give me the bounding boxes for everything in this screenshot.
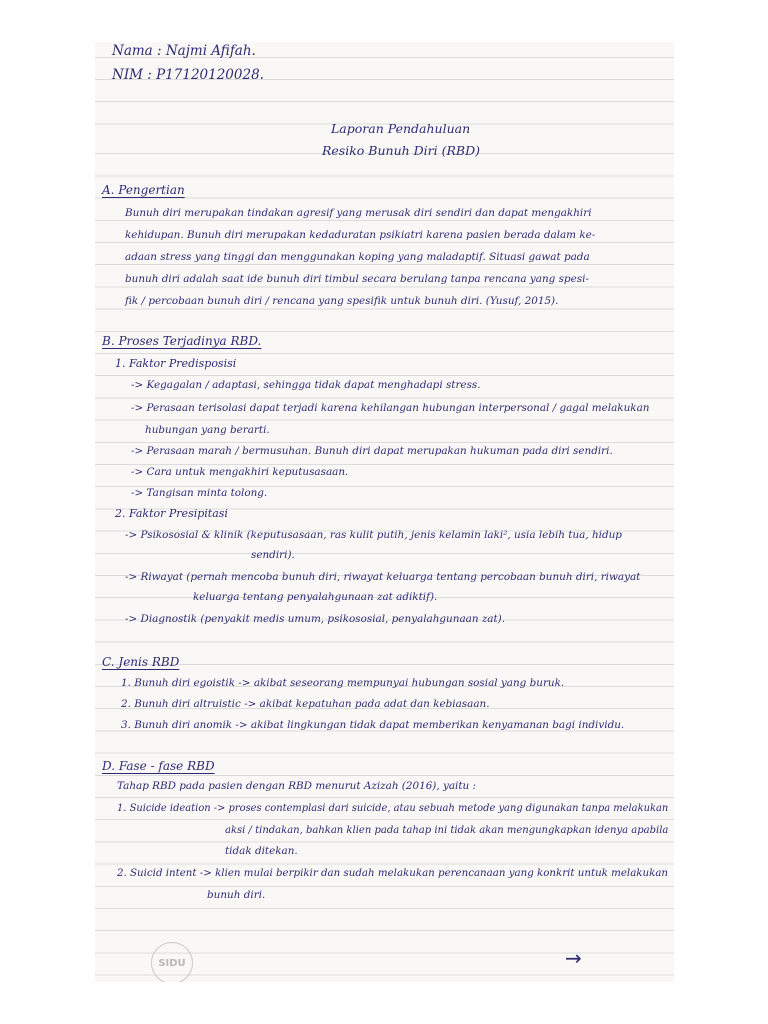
section-c-heading: C. Jenis RBD (102, 655, 180, 669)
fase-rbd-line: 1. Suicide ideation -> proses contemplasi dari suicide, atau sebuah metode yang digunakan tanpa melakukan (117, 802, 669, 814)
factor-presipitasi-title: 2. Faktor Presipitasi (115, 507, 228, 520)
jenis-rbd-item: 2. Bunuh diri altruistic -> akibat kepatuhan pada adat dan kebiasaan. (121, 698, 490, 710)
student-name: Nama : Najmi Afifah. (112, 43, 256, 59)
jenis-rbd-item: 3. Bunuh diri anomik -> akibat lingkungan tidak dapat memberikan kenyamanan bagi individu. (121, 719, 625, 731)
next-page-arrow-icon: → (565, 946, 582, 970)
report-title: Laporan Pendahuluan (331, 121, 471, 136)
factor-presipitasi-item: sendiri). (251, 549, 295, 561)
factor-presipitasi-item: -> Psikososial & klinik (keputusasaan, ras kulit putih, jenis kelamin laki², usia lebih tua, hidup (125, 529, 622, 541)
sidu-logo-icon: SIDU (151, 942, 193, 982)
factor-predisposisi-item: -> Perasaan marah / bermusuhan. Bunuh diri dapat merupakan hukuman pada diri sendiri. (131, 445, 613, 457)
factor-presipitasi-item: -> Diagnostik (penyakit medis umum, psikososial, penyalahgunaan zat). (125, 613, 506, 625)
factor-predisposisi-item: hubungan yang berarti. (145, 424, 270, 436)
notebook-page (95, 42, 674, 982)
section-a-line: fik / percobaan bunuh diri / rencana yang spesifik untuk bunuh diri. (Yusuf, 2015). (125, 295, 559, 307)
fase-rbd-line: tidak ditekan. (225, 845, 298, 857)
section-b-heading: B. Proses Terjadinya RBD. (102, 334, 262, 348)
student-nim: NIM : P17120120028. (112, 67, 264, 83)
factor-presipitasi-item: -> Riwayat (pernah mencoba bunuh diri, riwayat keluarga tentang percobaan bunuh diri, riwayat (125, 571, 641, 583)
fase-rbd-line: Tahap RBD pada pasien dengan RBD menurut Azizah (2016), yaitu : (117, 780, 477, 792)
factor-predisposisi-item: -> Tangisan minta tolong. (131, 487, 268, 499)
section-a-line: adaan stress yang tinggi dan menggunakan koping yang maladaptif. Situasi gawat pada (125, 251, 590, 263)
fase-rbd-line: bunuh diri. (207, 889, 266, 901)
fase-rbd-line: 2. Suicid intent -> klien mulai berpikir dan sudah melakukan perencanaan yang konkrit untuk melakukan (117, 867, 669, 879)
section-a-line: Bunuh diri merupakan tindakan agresif yang merusak diri sendiri dan dapat mengakhiri (125, 207, 592, 219)
fase-rbd-line: aksi / tindakan, bahkan klien pada tahap ini tidak akan mengungkapkan idenya apabila (225, 824, 669, 836)
section-a-heading: A. Pengertian (102, 183, 185, 197)
factor-predisposisi-item: -> Perasaan terisolasi dapat terjadi karena kehilangan hubungan interpersonal / gagal melakukan (131, 402, 650, 414)
section-a-line: bunuh diri adalah saat ide bunuh diri timbul secara berulang tanpa rencana yang spesi- (125, 273, 589, 285)
section-d-heading: D. Fase - fase RBD (102, 759, 215, 773)
factor-predisposisi-title: 1. Faktor Predisposisi (115, 357, 237, 370)
jenis-rbd-item: 1. Bunuh diri egoistik -> akibat seseorang mempunyai hubungan sosial yang buruk. (121, 677, 565, 689)
factor-predisposisi-item: -> Cara untuk mengakhiri keputusasaan. (131, 466, 349, 478)
factor-presipitasi-item: keluarga tentang penyalahgunaan zat adiktif). (193, 591, 438, 603)
factor-predisposisi-item: -> Kegagalan / adaptasi, sehingga tidak dapat menghadapi stress. (131, 379, 481, 391)
report-subtitle: Resiko Bunuh Diri (RBD) (322, 143, 480, 158)
section-a-line: kehidupan. Bunuh diri merupakan kedaduratan psikiatri karena pasien berada dalam ke- (125, 229, 596, 241)
